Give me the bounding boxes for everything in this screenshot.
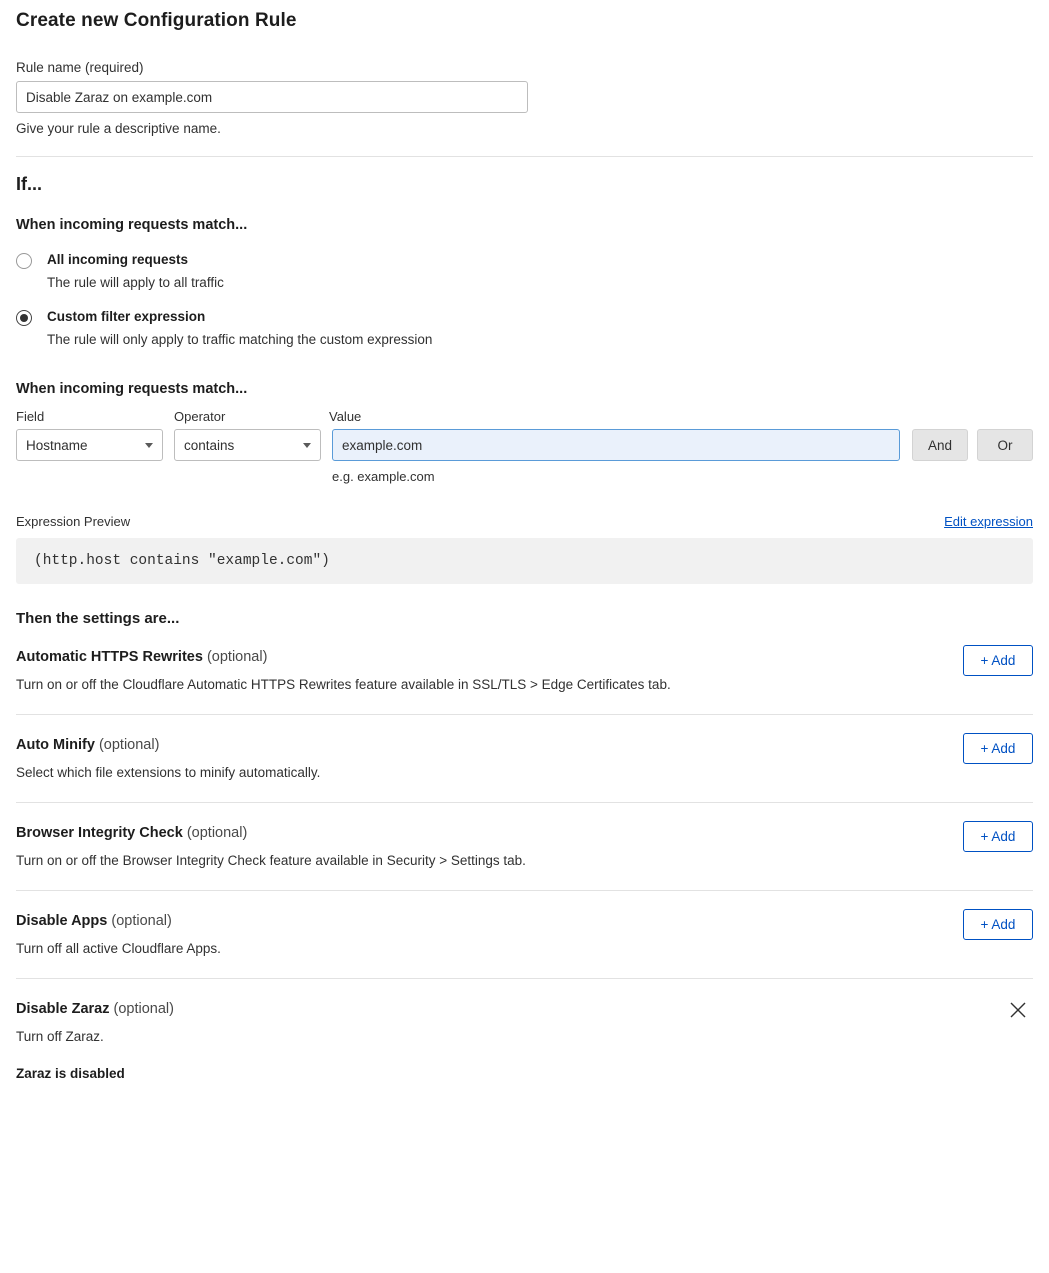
- setting-disable-apps: [16, 891, 1033, 979]
- setting-optional-tag: (optional): [98, 737, 160, 753]
- builder-label-operator: Operator: [174, 409, 226, 424]
- setting-description: Turn on or off the Browser Integrity Check feature available in Security > Settings tab.: [16, 853, 526, 868]
- expression-builder: [16, 409, 1033, 484]
- page-title: Create new Configuration Rule: [16, 10, 297, 31]
- rule-name-input[interactable]: [16, 81, 528, 113]
- and-button[interactable]: And: [912, 429, 968, 461]
- setting-title: Disable Zaraz: [16, 1001, 110, 1017]
- field-select[interactable]: [16, 429, 163, 461]
- value-input[interactable]: [332, 429, 900, 461]
- radio-desc-custom-filter: The rule will only apply to traffic matching the custom expression: [47, 332, 433, 347]
- expression-preview-box: [16, 538, 1033, 584]
- setting-optional-tag: (optional): [111, 913, 172, 929]
- edit-expression-link[interactable]: Edit expression: [944, 514, 1033, 529]
- close-icon[interactable]: [1007, 999, 1029, 1021]
- radio-option-custom-filter[interactable]: [16, 308, 1033, 347]
- setting-automatic-https-rewrites: [16, 627, 1033, 715]
- expression-preview-label: Expression Preview: [16, 514, 131, 529]
- field-select-value: Hostname: [26, 437, 88, 453]
- value-hint: e.g. example.com: [332, 469, 435, 484]
- chevron-down-icon: [303, 443, 311, 448]
- add-button-browser-integrity-check[interactable]: + Add: [963, 821, 1033, 852]
- configuration-rule-page: [0, 10, 1049, 1103]
- setting-browser-integrity-check: [16, 803, 1033, 891]
- setting-optional-tag: (optional): [186, 825, 248, 841]
- setting-title: Automatic HTTPS Rewrites: [16, 649, 203, 665]
- setting-description: Turn off Zaraz.: [16, 1029, 104, 1044]
- radio-desc-all-requests: The rule will apply to all traffic: [47, 275, 224, 290]
- setting-description: Select which file extensions to minify automatically.: [16, 765, 321, 780]
- expression-preview-text: (http.host contains "example.com"): [34, 553, 330, 569]
- zaraz-status-text: Zaraz is disabled: [16, 1066, 125, 1081]
- if-section-heading: If...: [16, 174, 42, 194]
- setting-disable-zaraz: [16, 979, 1033, 1103]
- radio-label-all-requests: All incoming requests: [47, 252, 189, 267]
- radio-icon-custom-filter[interactable]: [16, 310, 32, 326]
- builder-label-field: Field: [16, 409, 45, 424]
- rule-name-help: Give your rule a descriptive name.: [16, 121, 221, 136]
- setting-title: Auto Minify: [16, 737, 95, 753]
- match-heading: When incoming requests match...: [16, 217, 248, 233]
- setting-auto-minify: [16, 715, 1033, 803]
- or-button[interactable]: Or: [977, 429, 1033, 461]
- operator-select-value: contains: [184, 437, 235, 453]
- setting-title: Browser Integrity Check: [16, 825, 183, 841]
- chevron-down-icon: [145, 443, 153, 448]
- rule-name-label: Rule name (required): [16, 60, 144, 75]
- setting-description: Turn on or off the Cloudflare Automatic HTTPS Rewrites feature available in SSL/TLS > Edge Certificates tab.: [16, 677, 671, 692]
- divider: [16, 156, 1033, 157]
- radio-icon-all-requests[interactable]: [16, 253, 32, 269]
- setting-title: Disable Apps: [16, 913, 108, 929]
- radio-option-all-requests[interactable]: [16, 251, 1033, 290]
- operator-select[interactable]: [174, 429, 321, 461]
- radio-label-custom-filter: Custom filter expression: [47, 309, 206, 324]
- add-button-disable-apps[interactable]: + Add: [963, 909, 1033, 940]
- then-section-heading: Then the settings are...: [16, 610, 180, 627]
- add-button-auto-minify[interactable]: + Add: [963, 733, 1033, 764]
- add-button-automatic-https-rewrites[interactable]: + Add: [963, 645, 1033, 676]
- builder-heading: When incoming requests match...: [16, 381, 248, 397]
- setting-optional-tag: (optional): [113, 1001, 174, 1017]
- setting-description: Turn off all active Cloudflare Apps.: [16, 941, 221, 956]
- setting-optional-tag: (optional): [206, 649, 268, 665]
- builder-label-value: Value: [329, 409, 362, 424]
